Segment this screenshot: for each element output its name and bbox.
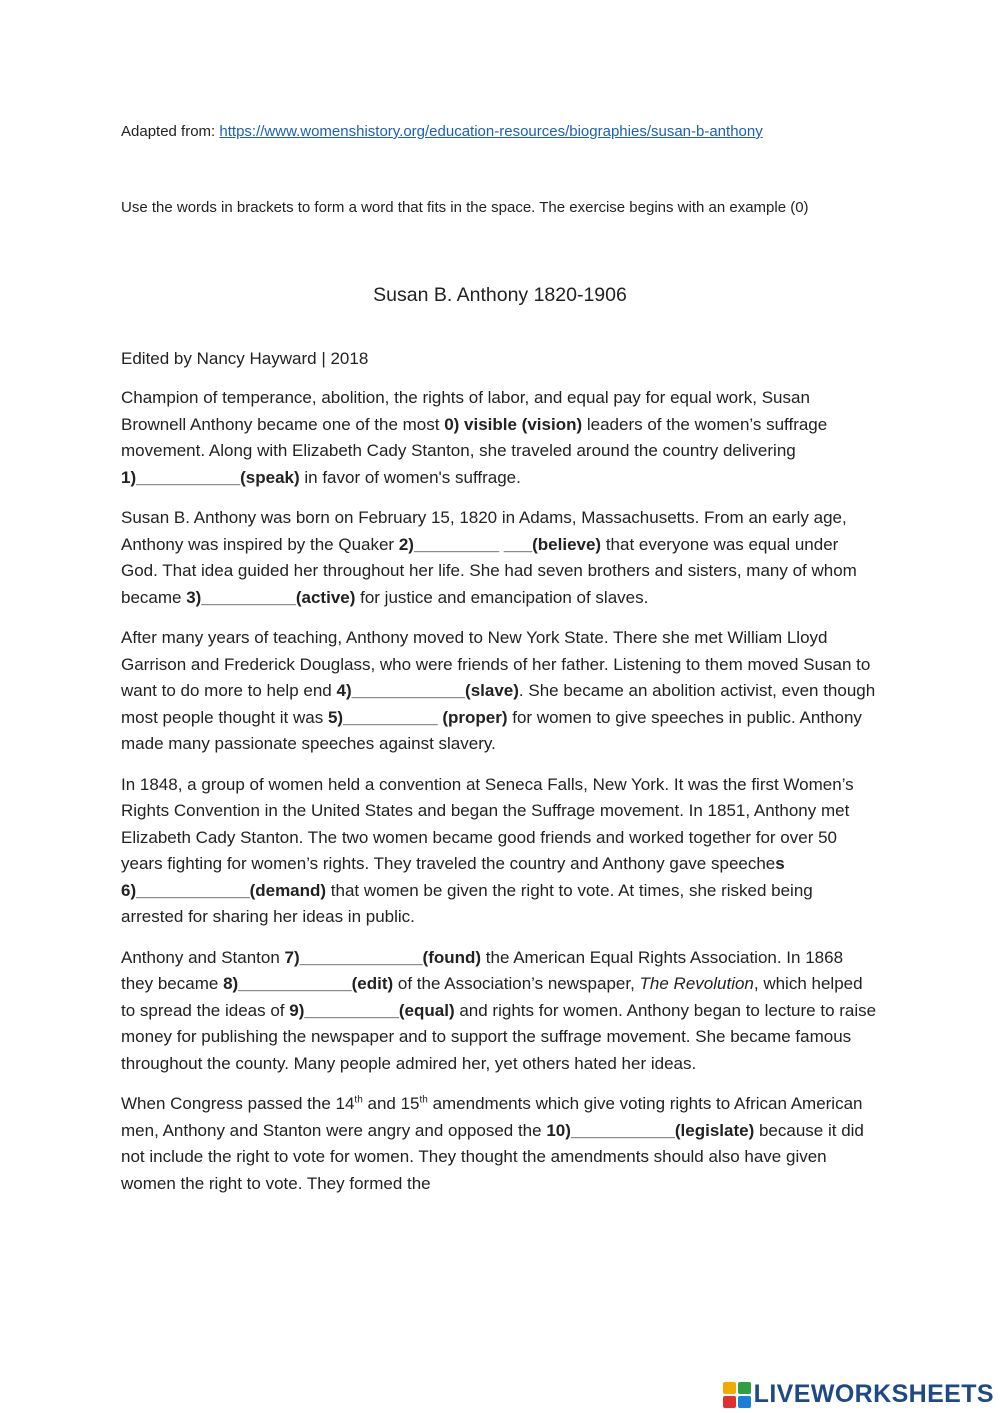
paragraph bbox=[121, 772, 878, 931]
text-run: Susan B. Anthony was born on February 15, 1820 in Adams, Massachusetts. From an early age, Anthony was inspired by the Quaker bbox=[121, 508, 847, 554]
liveworksheets-logo-icon bbox=[723, 1382, 751, 1408]
italic-title: The Revolution bbox=[639, 974, 754, 993]
text-run: leaders of the women’s suffrage movement. Along with Elizabeth Cady Stanton, she traveled around the country delivering bbox=[121, 414, 828, 460]
exercise-item: s 6)____________(demand) bbox=[121, 854, 785, 900]
paragraph bbox=[121, 1091, 878, 1197]
paragraph bbox=[121, 945, 878, 1078]
exercise-item: 10)___________(legislate) bbox=[546, 1120, 755, 1140]
text-run: that women be given the right to vote. At times, she risked being arrested for sharing her ideas in public. bbox=[121, 880, 813, 926]
text-run: because it did not include the right to vote for women. They thought the amendments should also have given women the right to vote. They formed the bbox=[121, 1120, 864, 1193]
source-prefix: Adapted from: bbox=[121, 123, 220, 140]
text-run: in favor of women's suffrage. bbox=[299, 467, 521, 487]
text-run: After many years of teaching, Anthony moved to New York State. There she met William Lloyd Garrison and Frederick Douglass, who were friends of her father. Listening to them moved Susan to want to do more to help end bbox=[121, 628, 871, 700]
exercise-item: 0) visible (vision) bbox=[444, 414, 583, 434]
source-link[interactable]: https://www.womenshistory.org/education-resources/biographies/susan-b-anthony bbox=[219, 123, 763, 140]
instructions: Use the words in brackets to form a word that fits in the space. The exercise begins with an example (0) bbox=[121, 199, 809, 216]
text-run: and rights for women. Anthony began to lecture to raise money for publishing the newspaper and to support the suffrage movement. She became famous throughout the county. Many people admired her, yet others hated her ideas. bbox=[121, 1000, 877, 1073]
text-run: , which helped to spread the ideas of bbox=[121, 974, 863, 1020]
source-line bbox=[121, 122, 878, 142]
brand-watermark bbox=[723, 1380, 994, 1409]
text-run: that everyone was equal under God. That idea guided her throughout her life. She had seven brothers and sisters, many of whom became bbox=[121, 534, 857, 607]
editor-line: Edited by Nancy Hayward | 2018 bbox=[121, 349, 369, 368]
exercise-item: 3)__________(active) bbox=[186, 587, 356, 607]
text-run: the American Equal Rights Association. In 1868 they became bbox=[121, 947, 844, 993]
paragraph bbox=[121, 625, 878, 758]
paragraph bbox=[121, 505, 878, 611]
ordinal-suffix: th bbox=[419, 1094, 428, 1106]
exercise-item: 2)_________ ___(believe) bbox=[398, 534, 602, 554]
article-body bbox=[121, 385, 878, 1211]
page-title: Susan B. Anthony 1820-1906 bbox=[373, 284, 627, 306]
ordinal-suffix: th bbox=[354, 1094, 363, 1106]
text-run: of the Association’s newspaper, bbox=[393, 974, 640, 993]
text-run: Champion of temperance, abolition, the rights of labor, and equal pay for equal work, Susan Brownell Anthony became one of the most bbox=[121, 388, 810, 434]
text-run: In 1848, a group of women held a convention at Seneca Falls, New York. It was the first Women’s Rights Convention in the United States and began the Suffrage movement. In 1851, Anthony met Elizabeth Cady Stanton. The two women became good friends and worked together for over 50 years fighting for women’s rights. They traveled the country and Anthony gave speeche bbox=[121, 774, 854, 873]
text-run: for justice and emancipation of slaves. bbox=[355, 587, 649, 607]
text-run: Anthony and Stanton bbox=[121, 947, 285, 967]
text-run: When Congress passed the 14 bbox=[121, 1094, 355, 1113]
exercise-item: 5)__________ (proper) bbox=[327, 707, 508, 727]
exercise-item: 9)__________(equal) bbox=[289, 1000, 455, 1020]
text-run: and 15 bbox=[362, 1094, 420, 1113]
exercise-item: 4)____________(slave) bbox=[336, 681, 519, 700]
paragraph bbox=[121, 385, 878, 491]
exercise-item: 7)_____________(found) bbox=[284, 947, 482, 967]
text-run: for women to give speeches in public. Anthony made many passionate speeches against slavery. bbox=[121, 707, 862, 753]
text-run: . She became an abolition activist, even though most people thought it was bbox=[121, 681, 876, 727]
exercise-item: 8)____________(edit) bbox=[223, 974, 394, 993]
text-run: amendments which give voting rights to African American men, Anthony and Stanton were angry and opposed the bbox=[121, 1094, 863, 1140]
brand-text: LIVEWORKSHEETS bbox=[753, 1380, 994, 1408]
exercise-item: 1)___________(speak) bbox=[121, 467, 300, 487]
